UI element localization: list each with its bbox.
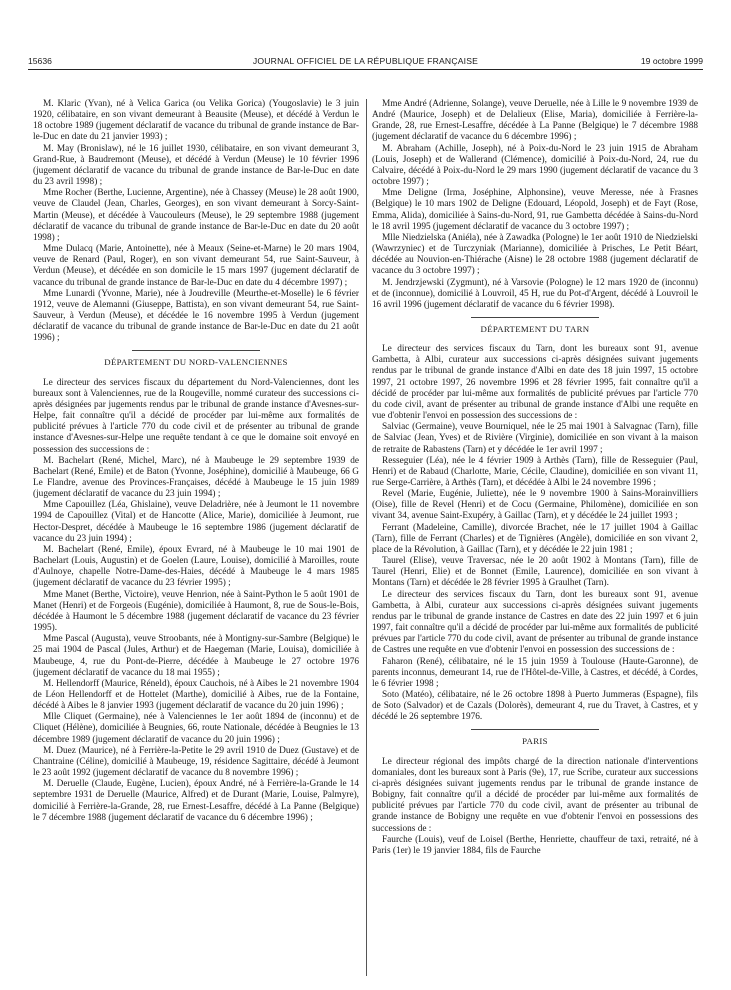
- notice-paragraph: Le directeur des services fiscaux du département du Nord-Valenciennes, dont les bureaux sont à Valenciennes, rue de la Rougeville, nommé curateur des successions ci-après désignées par jugements rendus par le tribunal de grande instance d'Avesnes-sur-Helpe, fait connaître qu'il a décidé de procéder par lui-même aux formalités de publicité prévues à l'article 770 du code civil et de présenter au tribunal de grande instance d'Avesnes-sur-Helpe une requête tendant à ce que le domaine soit envoyé en possession des successions de :: [33, 377, 359, 455]
- notice-paragraph: Mme Dulacq (Marie, Antoinette), née à Meaux (Seine-et-Marne) le 20 mars 1904, veuve de Renard (Paul, Roger), en son vivant demeurant 54, rue Saint-Sauveur, à Verdun (Meuse), et décédée en son domicile le 15 mars 1997 (jugement déclaratif de vacance du tribunal de grande instance de Bar-le-Duc en date du 4 décembre 1997) ;: [33, 244, 359, 288]
- section-heading: DÉPARTEMENT DU NORD-VALENCIENNES: [104, 357, 288, 368]
- section-heading: PARIS: [522, 736, 548, 747]
- notice-paragraph: Mme Manet (Berthe, Victoire), veuve Henrion, née à Saint-Python le 5 août 1901 de Manet (Henri) et de Forgeois (Eugénie), domiciliée à Haumont, 8, rue de Sous-le-Bois, décédée à Haumont le 5 décembre 1988 (jugement déclaratif de vacance du 23 février 1995).: [33, 589, 359, 634]
- notice-paragraph: M. Bachelart (René, Emile), époux Evrard, né à Maubeuge le 10 mai 1901 de Bachelart (Louis, Augustin) et de Goelen (Laure, Louise), domicilié à Maroilles, route d'Aulnoye, chapelle Notre-Dame-des-Haies, décédé à Maubeuge le 4 mars 1985 (jugement déclaratif de vacance du 23 février 1995) ;: [33, 544, 359, 589]
- notice-paragraph: Faurche (Louis), veuf de Loisel (Berthe, Henriette, chauffeur de taxi, retraité, né à Paris (1er) le 19 janvier 1884, fils de Faurche: [372, 834, 698, 856]
- notice-paragraph: Le directeur des services fiscaux du Tarn, dont les bureaux sont 91, avenue Gambetta, à Albi, curateur aux successions ci-après désignées suivant jugements rendus par le tribunal de grande instance de Castres en date des 22 juin 1997 et 6 juin 1997, fait connaître qu'il a décidé de procéder par lui-même aux formalités de publicité prévues par l'article 770 du code civil, avant de présenter au tribunal de grande instance de Castres une requête en vue d'obtenir l'envoi en possession des successions de :: [372, 589, 698, 656]
- notice-paragraph: M. Hellendorff (Maurice, Réneld), époux Cauchois, né à Aibes le 21 novembre 1904 de Léon Hellendorff et de Hottelet (Marthe), domicilié à Aibes, rue de la Fontaine, décédé à Aibes le 8 janvier 1993 (jugement déclaratif de vacance du 20 juin 1996) ;: [33, 678, 359, 712]
- notice-paragraph: Salviac (Germaine), veuve Bourniquel, née le 25 mai 1901 à Salvagnac (Tarn), fille de Salviac (Jean, Yves) et de Rivière (Virginie), domiciliée en son vivant à la maison de retraite de Rabastens (Tarn) et y décédée le 1er avril 1997 ;: [372, 422, 698, 455]
- notice-paragraph: Soto (Matéo), célibataire, né le 26 octobre 1898 à Puerto Jummeras (Espagne), fils de Soto (Salvador) et de Cazals (Dolorès), demeurant 4, rue du Travet, à Castres, et y décédé le 26 septembre 1976.: [372, 689, 698, 723]
- column-divider: [366, 99, 367, 976]
- section-heading: DÉPARTEMENT DU TARN: [480, 323, 590, 334]
- issue-date: 19 octobre 1999: [640, 56, 703, 66]
- notice-paragraph: Taurel (Elise), veuve Traversac, née le 20 août 1902 à Montans (Tarn), fille de Taurel (Henri, Elie) et de Bonnet (Emile, Laurence), domiciliée en son vivant à Montans (Tarn) et décédée le 28 février 1995 à Graulhet (Tarn).: [372, 556, 698, 589]
- journal-title: JOURNAL OFFICIEL DE LA RÉPUBLIQUE FRANÇAISE: [252, 56, 479, 66]
- notice-paragraph: Le directeur des services fiscaux du Tarn, dont les bureaux sont 91, avenue Gambetta, à Albi, curateur aux successions ci-après désignées suivant jugements rendus par le tribunal de grande instance d'Albi en date des 18 juin 1997, 15 octobre 1997, 21 octobre 1997, 26 novembre 1996 et 28 février 1995, fait connaître qu'il a décidé de procéder par lui-même aux formalités de publicité prévues par l'article 770 du code civil, avant de présenter au tribunal de grande instance d'Albi une requête en vue d'obtenir l'envoi en possession des successions de :: [372, 344, 698, 422]
- notice-paragraph: Resseguier (Léa), née le 4 février 1909 à Arthès (Tarn), fille de Resseguier (Paul, Henri) et de Rabaud (Charlotte, Marie, Cécile, Claudine), domiciliée en son vivant 11, rue Serge-Carrière, à Arthès (Tarn), et décédée à Albi le 24 novembre 1996 ;: [372, 455, 698, 488]
- notice-paragraph: Ferrant (Madeleine, Camille), divorcée Brachet, née le 17 juillet 1904 à Gaillac (Tarn), fille de Ferrant (Charles) et de Tignières (Angèle), domiciliée en son vivant 2, place de la Révolution, à Gaillac (Tarn), et y décédée le 22 juin 1981 ;: [372, 522, 698, 555]
- section-separator: [471, 729, 599, 730]
- header-rule: [28, 69, 703, 70]
- notice-paragraph: M. Deruelle (Claude, Eugène, Lucien), époux André, né à Ferrière-la-Grande le 14 septembre 1931 de Deruelle (Maurice, Alfred) et de Durant (Marie, Louise, Palmyre), domicilié à Ferrière-la-Grande, 28, rue Ernest-Lesaffre, décédé à La Panne (Belgique) le 7 décembre 1988 (jugement déclaratif de vacance du 6 décembre 1996) ;: [33, 779, 359, 823]
- notice-paragraph: M. Bachelart (René, Michel, Marc), né à Maubeuge le 29 septembre 1939 de Bachelart (René, Emile) et de Baton (Yvonne, Joséphine), domicilié à Maubeuge, 66 G Le Flandre, avenue des Provinces-Françaises, décédé à Maubeuge le 15 juin 1989 (jugement déclaratif de vacance du 23 juin 1994) ;: [33, 455, 359, 500]
- notice-paragraph: Mlle Cliquet (Germaine), née à Valenciennes le 1er août 1894 de (inconnu) et de Cliquet (Hélène), domiciliée à Beugnies, 66, route Nationale, décédée à Beugnies le 13 décembre 1989 (jugement déclaratif de vacance du 20 juin 1996) ;: [33, 712, 359, 745]
- notice-paragraph: M. Duez (Maurice), né à Ferrière-la-Petite le 29 avril 1910 de Duez (Gustave) et de Chantraine (Céline), domicilié à Maubeuge, 19, résidence Sagittaire, décédé à Jeumont le 23 août 1992 (jugement déclaratif de vacance du 8 novembre 1996) ;: [33, 745, 359, 779]
- notice-paragraph: M. Klaric (Yvan), né à Velica Garica (ou Velika Gorica) (Yougoslavie) le 3 juin 1920, célibataire, en son vivant demeurant à Beausite (Meuse), et décédé à Verdun le 18 octobre 1989 (jugement déclaratif de vacance du tribunal de grande instance de Bar-le-Duc en date du 21 janvier 1993) ;: [33, 99, 359, 143]
- right-column: [372, 99, 698, 857]
- section-separator: [132, 350, 260, 351]
- notice-paragraph: Faharon (René), célibataire, né le 15 juin 1959 à Toulouse (Haute-Garonne), de parents inconnus, demeurant 14, rue de l'Hôtel-de-Ville, à Castres, et décédé, à Cordes, le 6 février 1998 ;: [372, 656, 698, 689]
- notice-paragraph: Mme Lunardi (Yvonne, Marie), née à Joudreville (Meurthe-et-Moselle) le 6 février 1912, veuve de Alemanni (Giuseppe, Battista), en son vivant demeurant 54, rue Saint-Sauveur, à Verdun (Meuse), et décédée le 16 novembre 1995 à Verdun (jugement déclaratif de vacance du tribunal de grande instance de Bar-le-Duc en date du 21 août 1996) ;: [33, 288, 359, 344]
- notice-paragraph: Le directeur régional des impôts chargé de la direction nationale d'interventions domaniales, dont les bureaux sont à Paris (9e), 17, rue Scribe, curateur aux successions ci-après désignées suivant jugements rendus par le tribunal de grande instance de Bobigny, fait connaître qu'il a décidé de procéder par lui-même aux formalités de publicité prévues par l'article 770 du code civil, avant de présenter au tribunal de grande instance de Bobigny une requête en vue d'obtenir l'envoi en possessions des successions de :: [372, 756, 698, 834]
- notice-paragraph: Mme André (Adrienne, Solange), veuve Deruelle, née à Lille le 9 novembre 1939 de André (Maurice, Joseph) et de Delalieux (Elise, Maria), domiciliée à Ferrière-la-Grande, 28, rue Ernest-Lesaffre, décédée à La Panne (Belgique) le 7 décembre 1988 (jugement déclaratif de vacance du 6 décembre 1996) ;: [372, 99, 698, 143]
- notice-paragraph: M. Abraham (Achille, Joseph), né à Poix-du-Nord le 23 juin 1915 de Abraham (Louis, Joseph) et de Wallerand (Clémence), domicilié à Poix-du-Nord, 24, rue du Calvaire, décédé à Poix-du-Nord le 29 mars 1990 (jugement déclaratif de vacance du 3 octobre 1997) ;: [372, 143, 698, 188]
- left-column: [33, 99, 359, 824]
- notice-paragraph: Mme Rocher (Berthe, Lucienne, Argentine), née à Chassey (Meuse) le 28 août 1900, veuve de Claudel (Jean, Charles, Georges), en son vivant demeurant à Sorcy-Saint-Martin (Meuse), et décédée à Vaucouleurs (Meuse), le 29 septembre 1988 (jugement déclaratif de vacance du tribunal de grande instance de Bar-le-Duc en date du 20 août 1998) ;: [33, 188, 359, 243]
- section-separator: [471, 317, 599, 318]
- notice-paragraph: Mme Pascal (Augusta), veuve Stroobants, née à Montigny-sur-Sambre (Belgique) le 25 mai 1904 de Pascal (Jules, Arthur) et de Haegeman (Marie, Louisa), domiciliée à Maubeuge, 4, rue du Pont-de-Pierre, décédée à Maubeuge le 27 octobre 1976 (jugement déclaratif de vacance du 18 mai 1955) ;: [33, 634, 359, 678]
- notice-paragraph: M. Jendrzjewski (Zygmunt), né à Varsovie (Pologne) le 12 mars 1920 de (inconnu) et de (inconnue), domicilié à Louvroil, 45 H, rue du Pot-d'Argent, décédé à Louvroil le 16 avril 1996 (jugement déclaratif de vacance du 6 février 1998).: [372, 277, 698, 310]
- notice-paragraph: Mme Deligne (Irma, Joséphine, Alphonsine), veuve Meresse, née à Frasnes (Belgique) le 10 mars 1902 de Deligne (Edouard, Léopold, Joseph) et de Fayt (Rose, Emma, Alida), domiciliée à Sains-du-Nord, 91, rue Gambetta décédée à Sains-du-Nord le 18 avril 1995 (jugement déclaratif de vacance du 3 octobre 1997) ;: [372, 188, 698, 232]
- notice-paragraph: Mlle Niedzielska (Aniéla), née à Zawadka (Pologne) le 1er août 1910 de Niedzielski (Wawrzyniec) et de Turczyniak (Marianne), domiciliée à Prisches, Le Petit Béart, décédée au Nouvion-en-Thiérache (Aisne) le 28 octobre 1988 (jugement déclaratif de vacance du 3 octobre 1997) ;: [372, 232, 698, 277]
- notice-paragraph: Revel (Marie, Eugénie, Juliette), née le 9 novembre 1900 à Sains-Morainvilliers (Oise), fille de Revel (Henri) et de Cocu (Germaine, Philomène), domiciliée en son vivant 34, avenue Saint-Exupéry, à Gaillac (Tarn), et y décédée le 24 juillet 1993 ;: [372, 489, 698, 522]
- page-number: 15636: [28, 56, 52, 66]
- notice-paragraph: Mme Capouillez (Léa, Ghislaine), veuve Deladrière, née à Jeumont le 11 novembre 1994 de Capouillez (Vital) et de Hancotte (Alice, Marie), domiciliée à Jeumont, rue Hector-Despret, décédée à Maubeuge le 16 septembre 1986 (jugement déclaratif de vacance du 23 juin 1994) ;: [33, 500, 359, 544]
- notice-paragraph: M. May (Bronislaw), né le 16 juillet 1930, célibataire, en son vivant demeurant 3, Grand-Rue, à Baudremont (Meuse), et décédé à Verdun (Meuse) le 10 février 1996 (jugement déclaratif de vacance du tribunal de grande instance de Bar-le-Duc en date du 23 avril 1998) ;: [33, 143, 359, 188]
